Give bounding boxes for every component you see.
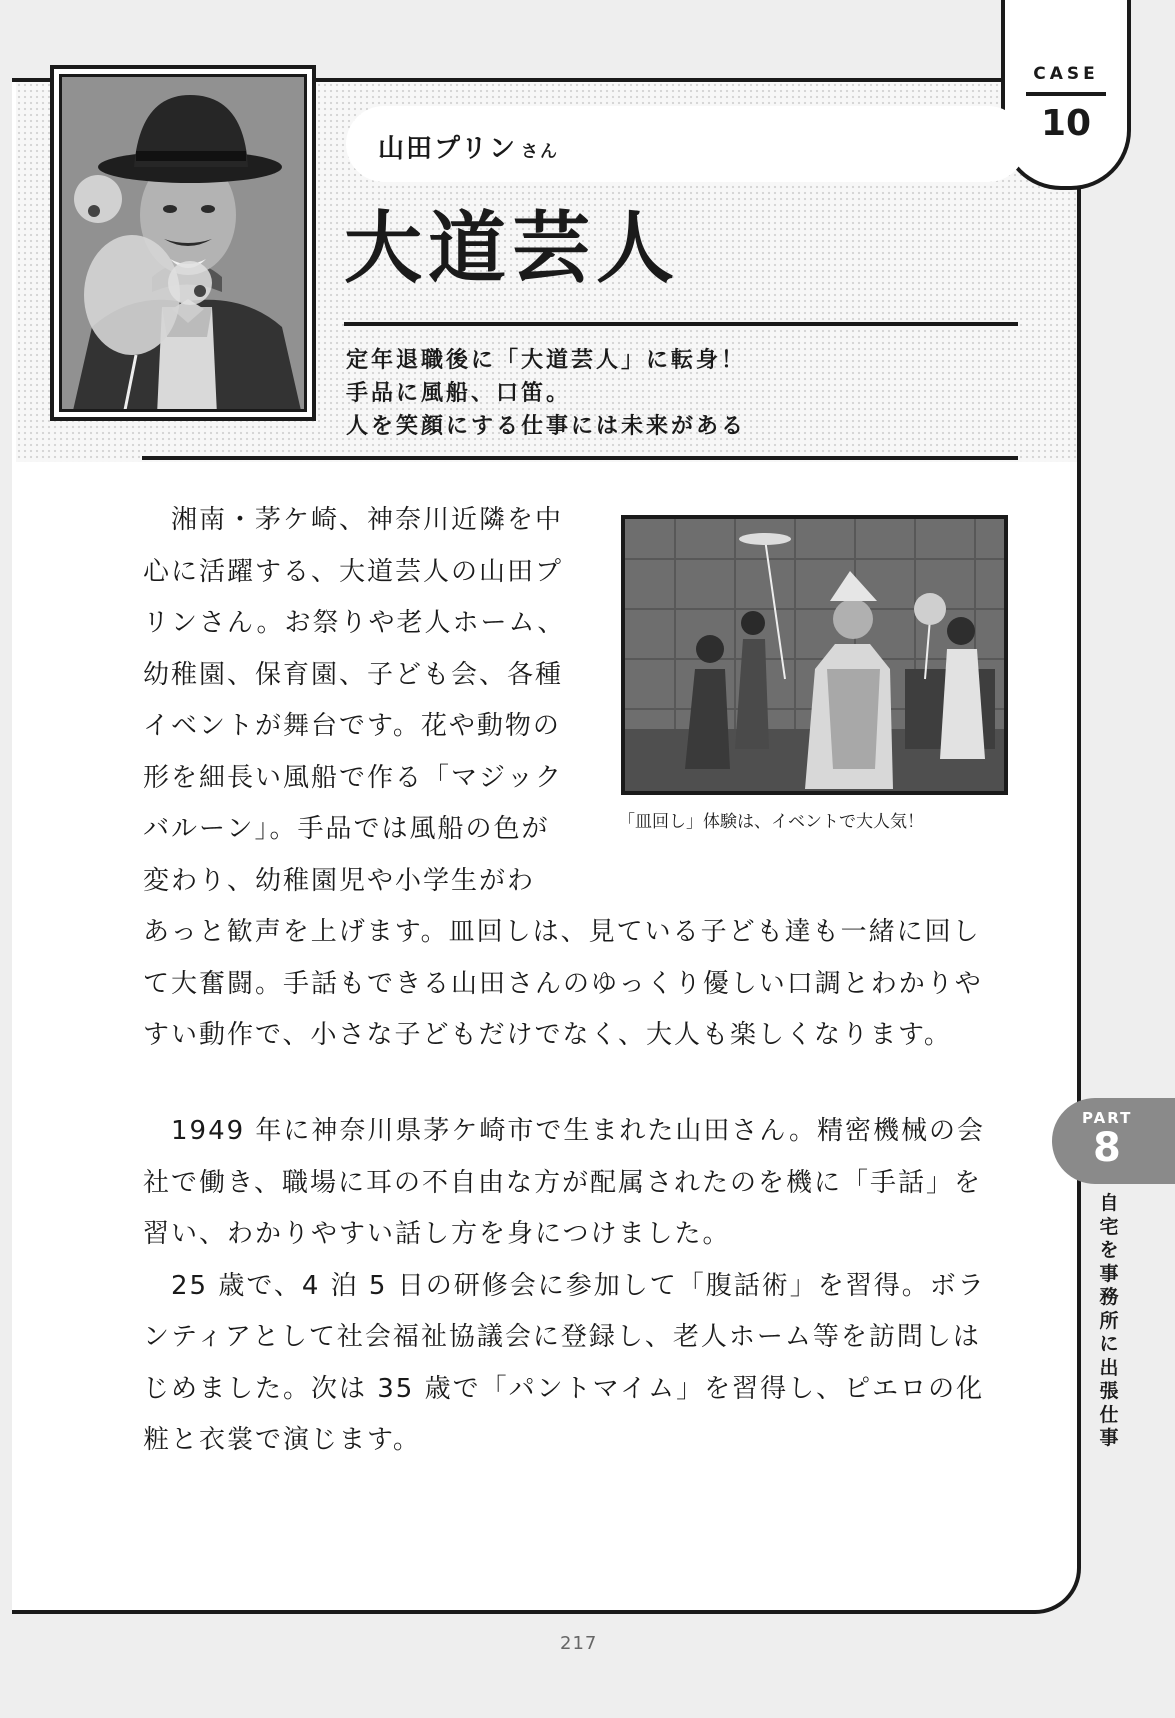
name-suffix: さん <box>520 142 559 162</box>
page-number: 217 <box>560 1633 598 1654</box>
text-line: 形を細長い風船で作る「マジック <box>143 762 564 793</box>
part-label: PART <box>1082 1109 1133 1127</box>
name-pill <box>346 106 1026 182</box>
portrait-illustration <box>62 77 307 412</box>
subtitle-line: 手品に風船、口笛。 <box>346 381 572 406</box>
subtitle-line: 人を笑顔にする仕事には未来がある <box>346 414 747 439</box>
text-line: あっと歓声を上げます。皿回しは、見ている子ども達も一緒に回し <box>143 917 981 947</box>
text-line: 湘南・茅ケ崎、神奈川近隣を中 <box>143 505 564 535</box>
text-line: リンさん。お祭りや老人ホーム、 <box>143 608 566 638</box>
header-divider <box>142 456 1018 460</box>
text-line: 習い、わかりやすい話し方を身につけました。 <box>143 1219 731 1249</box>
job-title: 大道芸人 <box>344 204 681 294</box>
event-photo <box>621 515 1008 795</box>
text-line: て大奮闘。手話もできる山田さんのゆっくり優しい口調とわかりや <box>143 968 983 999</box>
title-divider <box>344 322 1018 326</box>
body-paragraph <box>143 1106 986 1467</box>
text-line: バルーン」。手品では風船の色が <box>143 814 550 844</box>
event-illustration <box>625 519 1004 791</box>
person-name: 山田プリン さん <box>378 134 559 164</box>
text-line: 幼稚園、保育園、子ども会、各種 <box>143 659 564 690</box>
part-number: 8 <box>1093 1125 1121 1171</box>
text-line: 心に活躍する、大道芸人の山田プ <box>143 556 564 587</box>
text-line: すい動作で、小さな子どもだけでなく、大人も楽しくなります。 <box>143 1020 952 1050</box>
subtitle <box>346 344 746 443</box>
text-line: ンティアとして社会福祉協議会に登録し、老人ホーム等を訪問しは <box>143 1322 981 1352</box>
text-line: イベントが舞台です。花や動物の <box>143 711 561 741</box>
photo-caption: 「皿回し」体験は、イベントで大人気！ <box>618 812 924 832</box>
text-line: じめました。次は 35 歳で「パントマイム」を習得し、ピエロの化 <box>143 1373 985 1404</box>
text-line: 25 歳で、4 泊 5 日の研修会に参加して「腹話術」を習得。ボラ <box>143 1270 986 1301</box>
part-title: 自宅を事務所に出張仕事 <box>1099 1192 1119 1449</box>
text-line: 社で働き、職場に耳の不自由な方が配属されたのを機に「手話」を <box>143 1167 982 1198</box>
case-divider <box>1026 92 1106 96</box>
text-line: 1949 年に神奈川県茅ケ崎市で生まれた山田さん。精密機械の会 <box>143 1116 985 1146</box>
portrait-photo <box>50 65 316 421</box>
subtitle-line: 定年退職後に「大道芸人」に転身！ <box>346 348 747 373</box>
case-label: CASE <box>1033 64 1099 84</box>
case-number: 10 <box>1040 103 1092 144</box>
text-line: 変わり、幼稚園児や小学生がわ <box>143 865 536 896</box>
text-line: 粧と衣裳で演じます。 <box>143 1425 421 1455</box>
part-tab <box>1052 1098 1175 1184</box>
